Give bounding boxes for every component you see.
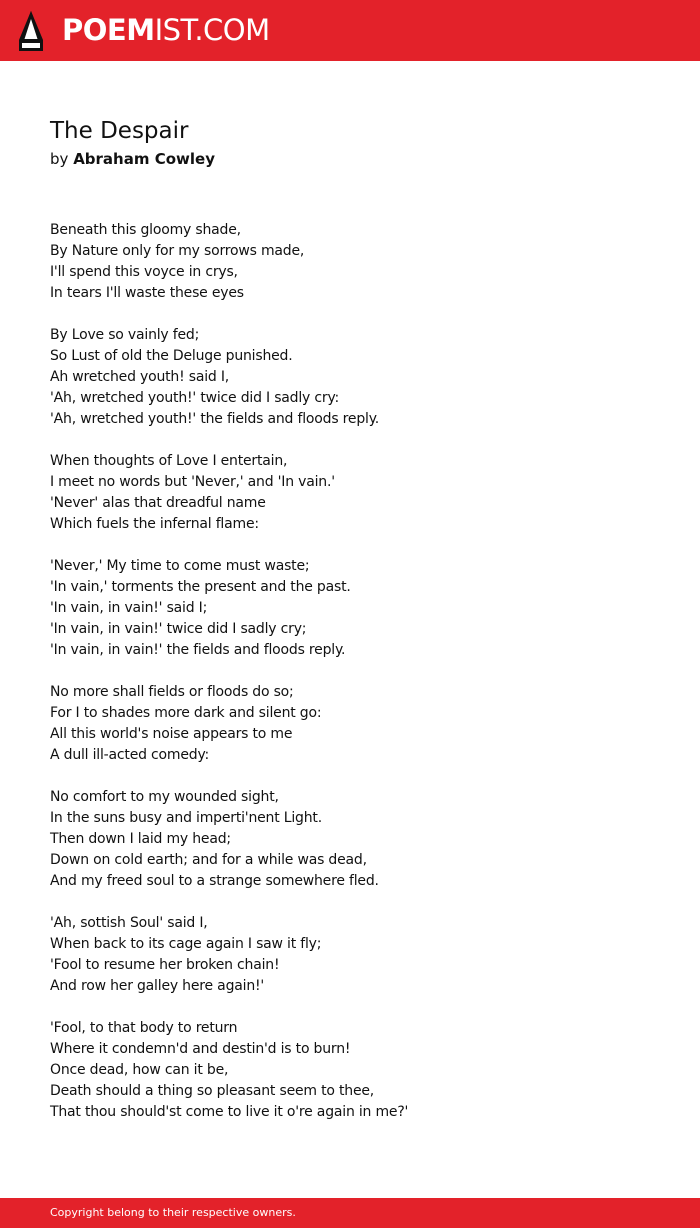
poem-body [50, 220, 650, 1123]
poem-line: 'Fool to resume her broken chain! [50, 957, 280, 973]
site-footer [0, 1198, 700, 1228]
poem-content [50, 114, 650, 1144]
poem-line: 'Ah, wretched youth!' twice did I sadly cry: [50, 390, 340, 406]
poem-line: No more shall fields or floods do so; [50, 684, 294, 700]
poem-line: And row her galley here again!' [50, 978, 265, 994]
poem-title: The Despair [50, 118, 189, 144]
poem-line: I meet no words but 'Never,' and 'In vain.' [50, 474, 335, 490]
poem-line: No comfort to my wounded sight, [50, 789, 279, 805]
poem-stanza [50, 220, 650, 304]
poem-line: Beneath this gloomy shade, [50, 222, 241, 238]
poem-stanza [50, 682, 650, 766]
poem-line: A dull ill-acted comedy: [50, 747, 210, 763]
footer-copyright: Copyright belong to their respective owners. [50, 1206, 296, 1219]
poem-line: 'In vain,' torments the present and the past. [50, 579, 351, 595]
poem-line: 'In vain, in vain!' the fields and floods reply. [50, 642, 346, 658]
poem-line: 'In vain, in vain!' said I; [50, 600, 208, 616]
site-logo[interactable] [62, 12, 270, 48]
logo-light-text: IST.COM [154, 13, 270, 47]
poem-line: In the suns busy and imperti'nent Light. [50, 810, 322, 826]
poem-line: When thoughts of Love I entertain, [50, 453, 288, 469]
poem-line: 'Ah, sottish Soul' said I, [50, 915, 208, 931]
poem-line: 'Ah, wretched youth!' the fields and floods reply. [50, 411, 380, 427]
poem-stanza [50, 325, 650, 430]
poem-line: 'Fool, to that body to return [50, 1020, 238, 1036]
poem-line: That thou should'st come to live it o're again in me?' [50, 1104, 409, 1120]
poem-line: And my freed soul to a strange somewhere fled. [50, 873, 379, 889]
by-label: by [50, 150, 69, 168]
poem-line: 'Never,' My time to come must waste; [50, 558, 310, 574]
poem-line: Which fuels the infernal flame: [50, 516, 259, 532]
poem-line: 'Never' alas that dreadful name [50, 495, 266, 511]
poem-line: Then down I laid my head; [50, 831, 231, 847]
poem-stanza [50, 913, 650, 997]
poem-line: I'll spend this voyce in crys, [50, 264, 238, 280]
poem-author: Abraham Cowley [73, 150, 215, 168]
poem-line: Where it condemn'd and destin'd is to burn! [50, 1041, 351, 1057]
poem-line: All this world's noise appears to me [50, 726, 293, 742]
poem-line: By Love so vainly fed; [50, 327, 200, 343]
poem-stanza [50, 451, 650, 535]
poem-line: Death should a thing so pleasant seem to thee, [50, 1083, 375, 1099]
poem-line: In tears I'll waste these eyes [50, 285, 244, 301]
poem-byline [50, 148, 650, 170]
poem-stanza [50, 556, 650, 661]
poem-line: Ah wretched youth! said I, [50, 369, 230, 385]
poem-line: 'In vain, in vain!' twice did I sadly cry; [50, 621, 307, 637]
pencil-icon[interactable] [18, 10, 44, 52]
poem-line: So Lust of old the Deluge punished. [50, 348, 293, 364]
poem-stanza [50, 787, 650, 892]
poem-line: Once dead, how can it be, [50, 1062, 229, 1078]
logo-bold-text: POEM [62, 13, 155, 47]
site-header [0, 0, 700, 61]
poem-line: Down on cold earth; and for a while was dead, [50, 852, 367, 868]
poem-stanza [50, 1018, 650, 1123]
poem-line: By Nature only for my sorrows made, [50, 243, 305, 259]
poem-line: When back to its cage again I saw it fly; [50, 936, 322, 952]
poem-line: For I to shades more dark and silent go: [50, 705, 322, 721]
